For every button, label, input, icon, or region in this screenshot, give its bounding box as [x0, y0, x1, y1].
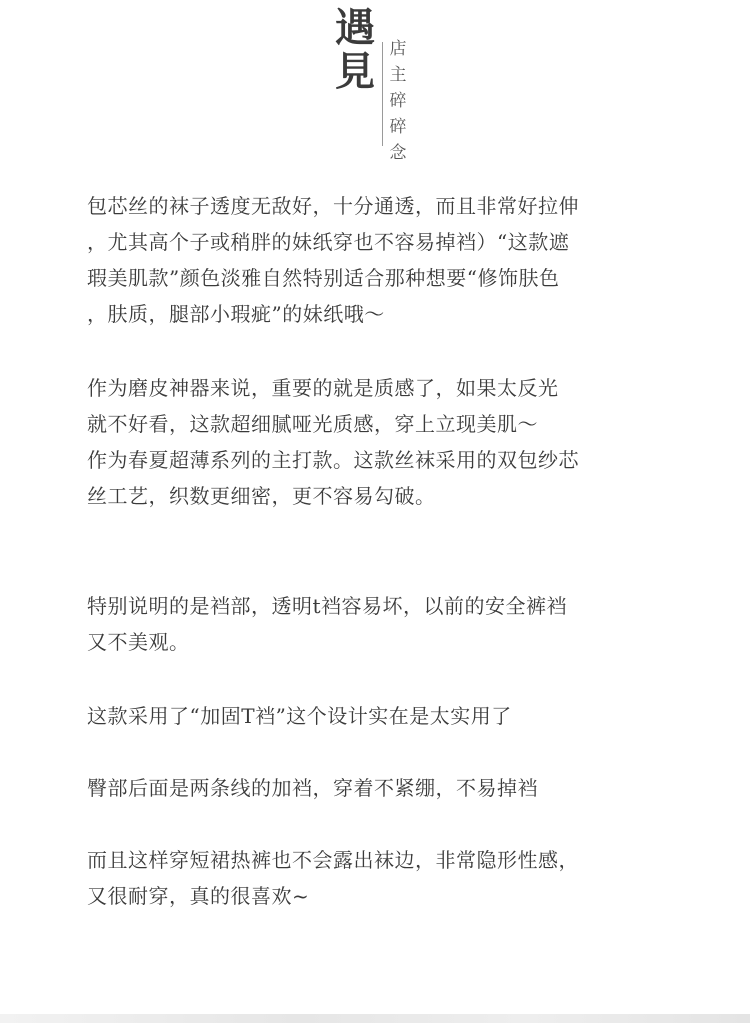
text-line: 臀部后面是两条线的加裆，穿着不紧绷，不易掉裆 — [87, 776, 538, 800]
text-line: ，肤质，腿部小瑕疵”的妹纸哦～ — [87, 302, 385, 326]
logo-title — [332, 6, 378, 94]
text-line: ，尤其高个子或稍胖的妹纸穿也不容易掉裆）“这款遮 — [87, 230, 570, 254]
text-line: 丝工艺，织数更细密，更不容易勾破。 — [87, 484, 436, 508]
text-line: 又不美观。 — [87, 630, 190, 654]
text-line: 这款采用了“加固T裆”这个设计实在是太实用了 — [87, 704, 512, 728]
shop-logo — [332, 4, 422, 163]
logo-char-2: 見 — [335, 48, 375, 95]
logo-sub-char-3: 碎 — [389, 91, 407, 111]
logo-sub-char-2: 主 — [389, 65, 407, 85]
logo-sub-char-5: 念 — [389, 143, 407, 163]
bottom-edge — [0, 1014, 750, 1023]
text-line: 又很耐穿，真的很喜欢~ — [87, 884, 310, 908]
text-line: 而且这样穿短裙热裤也不会露出袜边，非常隐形性感， — [87, 848, 579, 872]
text-line: 瑕美肌款”颜色淡雅自然特别适合那种想要“修饰肤色 — [87, 266, 560, 290]
text-line: 作为春夏超薄系列的主打款。这款丝袜采用的双包纱芯 — [87, 448, 579, 472]
logo-sub-char-4: 碎 — [389, 117, 407, 137]
text-line: 就不好看，这款超细腻哑光质感，穿上立现美肌～ — [87, 412, 538, 436]
text-line: 特别说明的是裆部，透明t裆容易坏，以前的安全裤裆 — [87, 594, 568, 618]
text-line: 作为磨皮神器来说，重要的就是质感了，如果太反光 — [87, 376, 559, 400]
text-line: 包芯丝的袜子透度无敌好，十分通透，而且非常好拉伸 — [87, 194, 579, 218]
logo-char-1: 遇 — [335, 4, 375, 51]
logo-sub-char-1: 店 — [389, 39, 407, 59]
logo-divider — [382, 42, 383, 146]
logo-subtitle — [388, 36, 408, 166]
